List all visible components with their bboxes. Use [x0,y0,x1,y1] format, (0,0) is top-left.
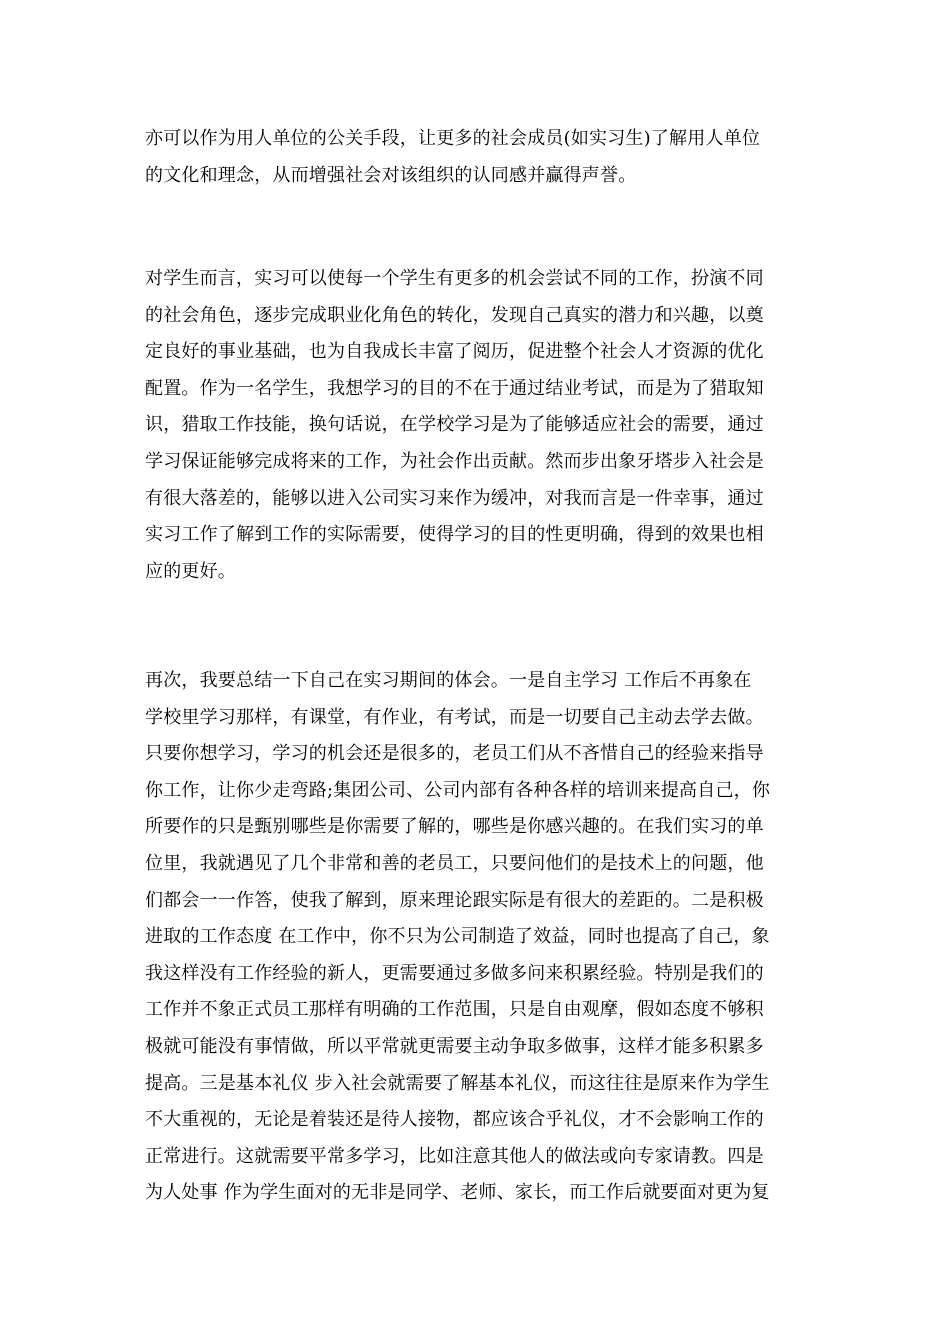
text-line: 学校里学习那样，有课堂，有作业，有考试，而是一切要自己主动去学去做。 [145,706,764,728]
text-line: 学习保证能够完成将来的工作，为社会作出贡献。然而步出象牙塔步入社会是 [145,450,764,472]
text-line: 提高。三是基本礼仪 步入社会就需要了解基本礼仪，而这往往是原来作为学生 [145,1072,770,1094]
text-line: 们都会一一作答，使我了解到，原来理论跟实际是有很大的差距的。二是积极 [145,889,764,911]
text-line: 工作并不象正式员工那样有明确的工作范围，只是自由观摩，假如态度不够积 [145,999,764,1021]
text-line: 所要作的只是甄别哪些是你需要了解的，哪些是你感兴趣的。在我们实习的单 [145,816,764,838]
paragraph-internship-reflections [145,663,810,1212]
text-line: 你工作，让你少走弯路;集团公司、公司内部有各种各样的培训来提高自己，你 [145,779,771,801]
text-line: 不大重视的，无论是着装还是待人接物，都应该合乎礼仪，才不会影响工作的 [145,1109,764,1131]
text-line: 定良好的事业基础，也为自我成长丰富了阅历，促进整个社会人才资源的优化 [145,341,764,363]
text-line: 亦可以作为用人单位的公关手段，让更多的社会成员(如实习生)了解用人单位 [145,128,761,149]
text-line: 位里，我就遇见了几个非常和善的老员工，只要问他们的是技术上的问题，他 [145,852,764,874]
text-line: 识，猎取工作技能，换句话说，在学校学习是为了能够适应社会的需要，通过 [145,414,764,436]
text-line: 对学生而言，实习可以使每一个学生有更多的机会尝试不同的工作，扮演不同 [145,268,764,289]
text-line: 实习工作了解到工作的实际需要，使得学习的目的性更明确，得到的效果也相 [145,524,764,546]
text-line: 为人处事 作为学生面对的无非是同学、老师、家长，而工作后就要面对更为复 [145,1182,770,1204]
text-line: 再次，我要总结一下自己在实习期间的体会。一是自主学习 工作后不再象在 [145,670,752,691]
text-line: 进取的工作态度 在工作中，你不只为公司制造了效益，同时也提高了自己，象 [145,926,770,948]
text-line: 的社会角色，逐步完成职业化角色的转化，发现自己真实的潜力和兴趣，以奠 [145,304,764,326]
text-line: 极就可能没有事情做，所以平常就更需要主动争取多做事，这样才能多积累多 [145,1035,764,1057]
text-line: 只要你想学习，学习的机会还是很多的，老员工们从不吝惜自己的经验来指导 [145,743,764,765]
text-line: 有很大落差的，能够以进入公司实习来作为缓冲，对我而言是一件幸事，通过 [145,487,764,509]
text-line: 配置。作为一名学生，我想学习的目的不在于通过结业考试，而是为了猎取知 [145,377,764,399]
paragraph-student-perspective [145,261,810,590]
text-line: 正常进行。这就需要平常多学习，比如注意其他人的做法或向专家请教。四是 [145,1145,764,1167]
text-line: 的文化和理念，从而增强社会对该组织的认同感并赢得声誉。 [145,164,637,186]
text-line: 应的更好。 [145,560,236,582]
paragraph-intro-continuation [145,121,810,194]
text-line: 我这样没有工作经验的新人，更需要通过多做多问来积累经验。特别是我们的 [145,962,764,984]
